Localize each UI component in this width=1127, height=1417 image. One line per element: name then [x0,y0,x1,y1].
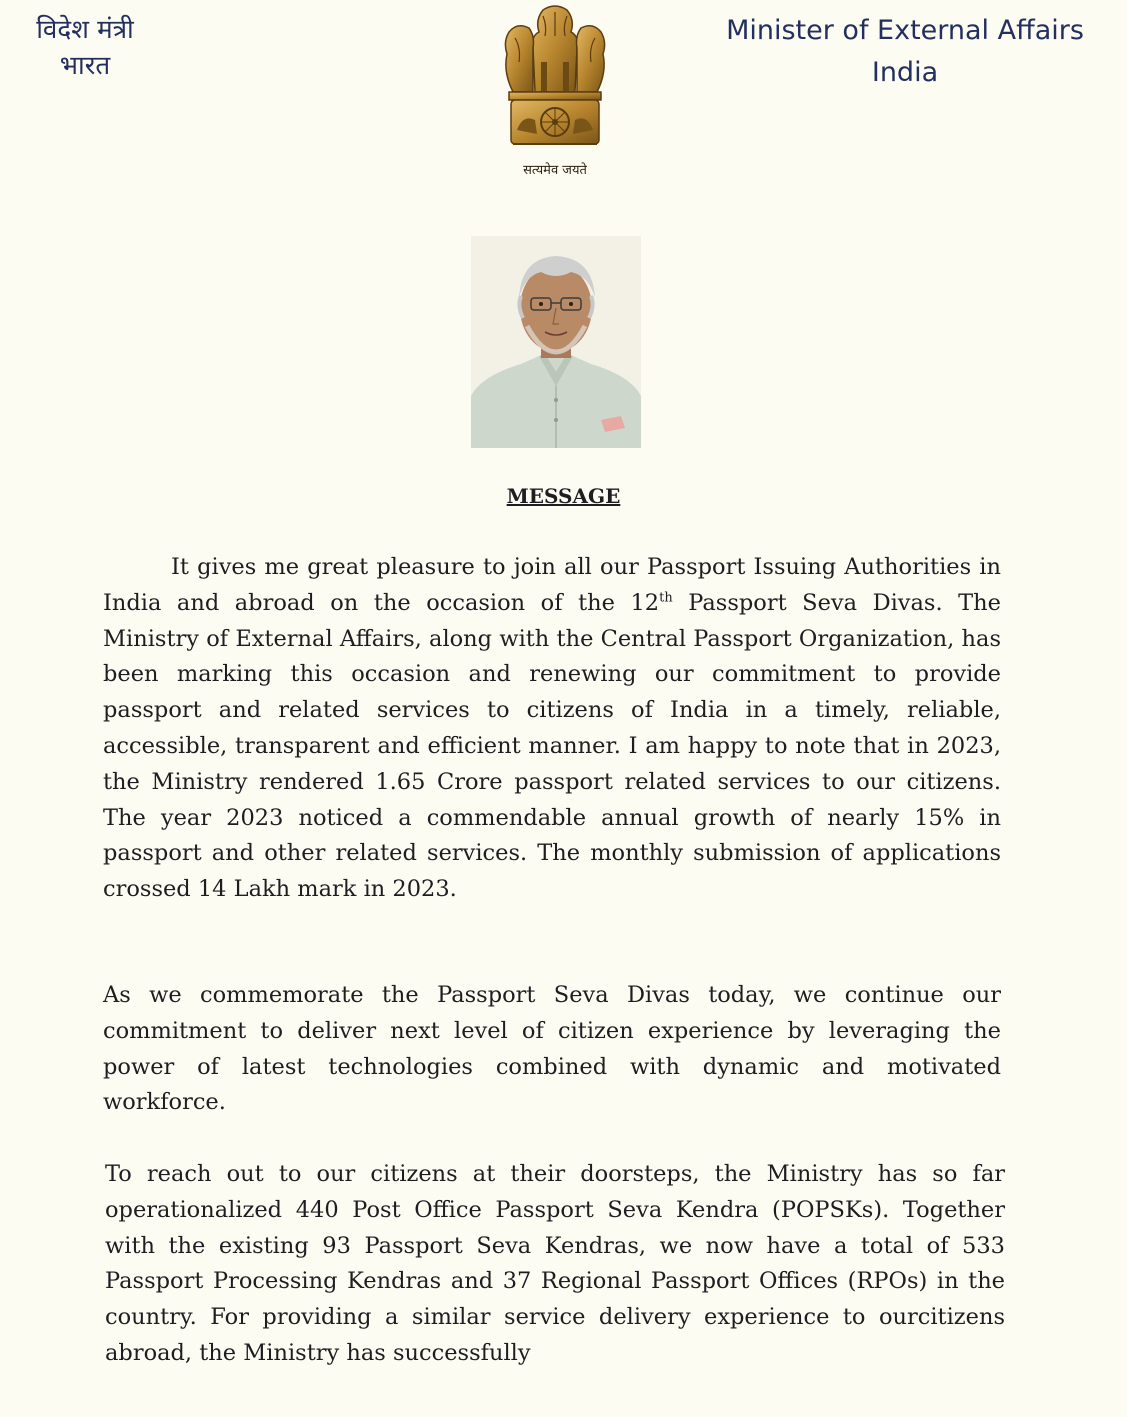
english-title-line2: India [871,57,939,88]
paragraph-1-text-end: Passport Seva Divas. The Ministry of External Affairs, along with the Central Passport Organization, has been marking this occasion and renewing our commitment to provide passport and related services to citizens of India in a timely, reliable, accessible, transparent and efficient manner. I am happy to note that in 2023, the Ministry rendered 1.65 Crore passport related services to our citizens. The year 2023 noticed a commendable annual growth of nearly 15% in passport and other related services. The monthly submission of applications crossed 14 Lakh mark in 2023. [103,589,1001,903]
english-title-line1: Minister of External Affairs [726,15,1084,46]
minister-portrait-icon [471,236,641,448]
hindi-title-line1: विदेश मंत्री [36,15,134,45]
hindi-letterhead [10,12,160,84]
message-title: MESSAGE [506,484,621,508]
emblem-motto: सत्यमेव जयते [523,163,587,178]
message-paragraph-3: To reach out to our citizens at their doorsteps, the Ministry has so far operationalized 440 Post Office Passport Seva Kendra (POPSKs). Together with the existing 93 Passport Seva Kendras, we now have a total of 533 Passport Processing Kendras and 37 Regional Passport Offices (RPOs) in the country. For providing a similar service delivery experience to ourcitizens abroad, the Ministry has successfully [105,1161,1005,1366]
english-letterhead [715,10,1095,94]
hindi-title-line2: भारत [59,51,111,81]
message-paragraph-2: As we commemorate the Passport Seva Divas today, we continue our commitment to deliver next level of citizen experience by leveraging the power of latest technologies combined with dynamic and motivated workforce. [103,982,1001,1116]
message-paragraph-1 [103,550,1001,908]
ordinal-suffix: th [659,590,673,606]
paragraph-1-text-start: It gives me great pleasure to join all our Passport Issuing Authorities in India and abroad on the occasion of the 12 [103,554,1001,616]
state-emblem-icon [495,2,615,180]
